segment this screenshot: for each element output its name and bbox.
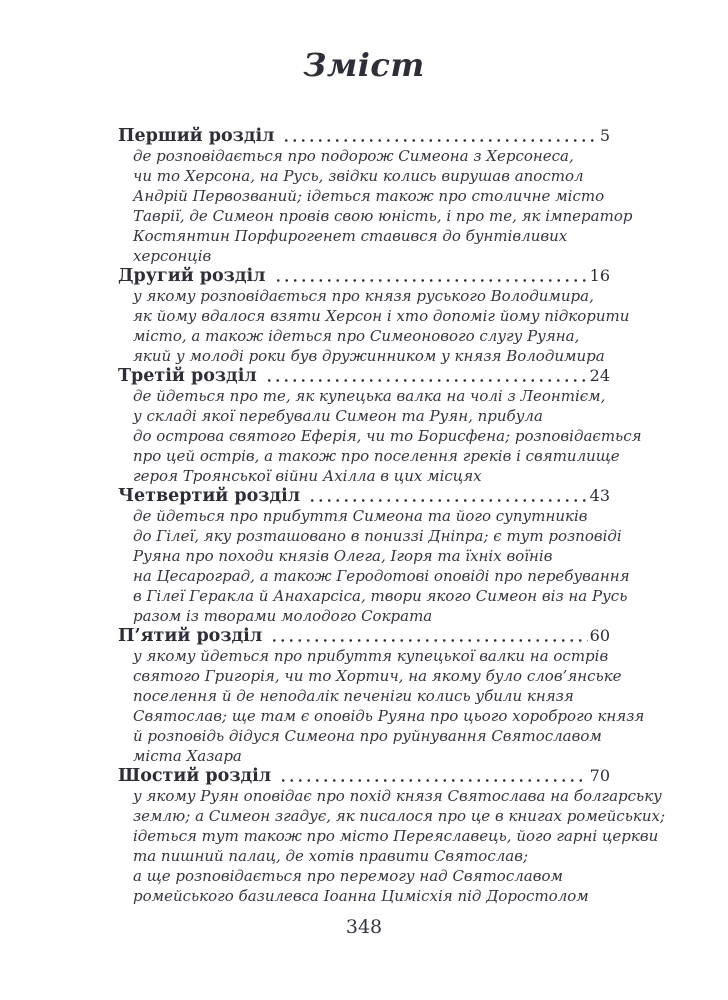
chapter-description-line: Святослав; ще там є оповідь Руяна про цього хороброго князя [133,707,645,725]
dotted-leader [308,498,588,503]
chapter-page-number: 43 [589,486,610,505]
chapter-description-line: міста Хазара [133,747,242,765]
chapter-description-line: а ще розповідається про перемогу над Святославом [133,867,563,885]
chapter-description-line: землю; а Симеон згадує, як писалося про це в книгах ромейських; [133,807,665,825]
table-of-contents [118,126,665,906]
chapter-description [133,786,665,906]
dotted-leader [282,138,597,143]
chapter-description-line: святого Григорія, чи то Хортич, на якому було слов’янське [133,667,622,685]
chapter-description-line: у якому розповідається про князя руського Володимира, [133,287,594,305]
toc-entry-heading [118,366,610,386]
dotted-leader [265,378,588,383]
toc-entry [118,626,645,766]
dotted-leader [270,638,587,643]
chapter-description-line: поселення й де неподалік печеніги колись убили князя [133,687,574,705]
chapter-description-line: місто, а також ідеться про Симеонового слугу Руяна, [133,327,580,345]
chapter-page-number: 60 [589,626,610,645]
chapter-title: Шостий розділ [118,766,272,786]
chapter-description [133,386,642,486]
toc-entry-heading [118,266,610,286]
chapter-description-line: до Гілеї, яку розташовано в пониззі Дніпра; є тут розповіді [133,527,622,545]
toc-entry [118,126,633,266]
chapter-title: П’ятий розділ [118,626,263,646]
toc-entry-heading [118,126,610,146]
chapter-page-number: 5 [599,126,610,145]
chapter-description-line: й розповідь дідуся Симеона про руйнування Святославом [133,727,602,745]
chapter-description-line: як йому вдалося взяти Херсон і хто допоміг йому підкорити [133,307,630,325]
toc-entry [118,486,630,626]
chapter-description-line: херсонців [133,247,212,265]
chapter-description-line: де йдеться про те, як купецька валка на чолі з Леонтієм, [133,387,606,405]
chapter-description-line: ідеться тут також про місто Переяславець, його гарні церкви [133,827,659,845]
chapter-description-line: та пишний палац, де хотів правити Святослав; [133,847,529,865]
chapter-description-line: у складі якої перебували Симеон та Руян, прибула [133,407,543,425]
chapter-description-line: у якому Руян оповідає про похід князя Святослава на болгарську [133,787,662,805]
chapter-title: Четвертий розділ [118,486,301,506]
toc-entry-heading [118,486,610,506]
folio-page-number: 348 [345,916,383,938]
chapter-description-line: де розповідається про подорож Симеона з Херсонеса, [133,147,574,165]
chapter-description-line: у якому йдеться про прибуття купецької валки на острів [133,647,609,665]
toc-entry-heading [118,766,610,786]
toc-entry [118,766,665,906]
chapter-description-line: до острова святого Еферія, чи то Борисфена; розповідається [133,427,642,445]
chapter-description [133,506,630,626]
chapter-description-line: чи то Херсона, на Русь, звідки колись вирушав апостол [133,167,584,185]
chapter-description-line: Андрій Первозваний; ідеться також про столичне місто [133,187,605,205]
chapter-page-number: 70 [589,766,610,785]
toc-entry [118,266,630,366]
chapter-description-line: про цей острів, а також про поселення греків і святилище [133,447,620,465]
chapter-description-line: Таврії, де Симеон провів свою юність, і про те, як імператор [133,207,633,225]
chapter-title: Перший розділ [118,126,275,146]
toc-entry-heading [118,626,610,646]
chapter-description-line: разом із творами молодого Сократа [133,607,433,625]
chapter-description [133,146,633,266]
page-title: Зміст [303,46,425,84]
chapter-description-line: Костянтин Порфирогенет ставився до бунтівливих [133,227,568,245]
chapter-title: Третій розділ [118,366,257,386]
chapter-page-number: 24 [589,366,610,385]
chapter-page-number: 16 [589,266,610,285]
chapter-description-line: який у молоді роки був дружинником у князя Володимира [133,347,605,365]
chapter-description-line: ромейського базилевса Іоанна Цимісхія під Доростолом [133,887,589,905]
chapter-description-line: де йдеться про прибуття Симеона та його супутників [133,507,588,525]
chapter-description-line: в Гілеї Геракла й Анахарсіса, твори якого Симеон віз на Русь [133,587,628,605]
chapter-description-line: Руяна про походи князів Олега, Ігоря та їхніх воїнів [133,547,553,565]
chapter-description [133,286,630,366]
chapter-description-line: на Цесароград, а також Геродотові оповіді про перебування [133,567,630,585]
dotted-leader [274,278,588,283]
chapter-description [133,646,645,766]
dotted-leader [279,778,587,783]
chapter-description-line: героя Троянської війни Ахілла в цих місцях [133,467,482,485]
toc-entry [118,366,642,486]
chapter-title: Другий розділ [118,266,266,286]
